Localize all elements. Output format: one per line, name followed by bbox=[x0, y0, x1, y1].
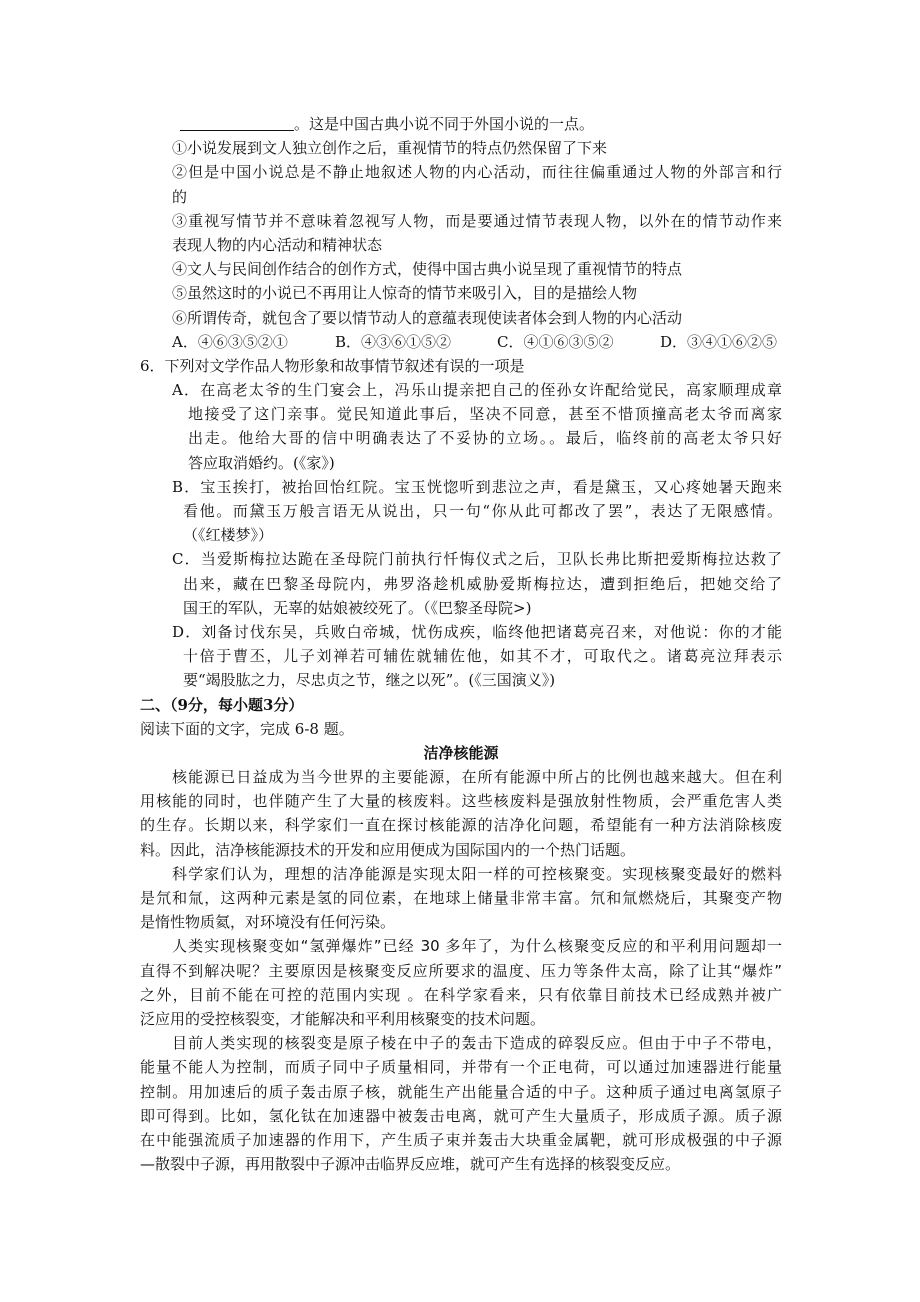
paragraph-line: 直得不到解决呢？主要原因是核聚变反应所要求的温度、压力等条件太高，除了让其“爆炸” bbox=[140, 961, 782, 980]
paragraph-line: 即可得到。比如，氢化钛在加速器中被轰击电离，就可产生大量质子，形成质子源。质子源 bbox=[140, 1106, 782, 1125]
q6-option-c-cont: 出来，藏在巴黎圣母院内，弗罗洛趁机威胁爱斯梅拉达，遭到拒绝后，把她交给了 bbox=[183, 574, 782, 593]
q6-option-a-cont: 地接受了这门亲事。觉民知道此事后，坚决不同意，甚至不惜顶撞高老太爷而离家 bbox=[188, 405, 782, 424]
q5-option-a: A．④⑥③⑤②① bbox=[172, 332, 288, 351]
paragraph-line: 人类实现核聚变如“氢弹爆炸”已经 30 多年了，为什么核聚变反应的和平利用问题却一 bbox=[172, 937, 782, 956]
q6-option-b-cont: （《红楼梦》） bbox=[183, 526, 274, 545]
article-paragraph bbox=[140, 1031, 782, 1176]
paragraph-line: 之外，目前不能在可控的范围内实现 。在科学家看来，只有依靠目前技术已经成熟并被广 bbox=[140, 985, 782, 1004]
q5-blank-line bbox=[140, 112, 782, 136]
q5-item-cont: 表现人物的内心活动和精神状态 bbox=[172, 235, 383, 254]
paragraph-line: 的生存。长期以来，科学家们一直在探讨核能源的洁净化问题，希望能有一种方法消除核废 bbox=[140, 816, 782, 835]
paragraph-line: 目前人类实现的核裂变是原子棱在中子的轰击下造成的碎裂反应。但由于中子不带电， bbox=[172, 1034, 782, 1053]
section-instruction: 阅读下面的文字，完成 6-8 题。 bbox=[140, 719, 354, 738]
q5-item: ⑤虽然这时的小说已不再用让人惊奇的情节来吸引入，目的是描绘人物 bbox=[172, 284, 638, 303]
q5-option-c: C．④①⑥③⑤② bbox=[497, 332, 614, 351]
q6-stem: 6．下列对文学作品人物形象和故事情节叙述有误的一项是 bbox=[140, 356, 525, 375]
paragraph-line: 在中能强流质子加速器的作用下，产生质子束并轰击大块重金属靶，就可形成极强的中子源 bbox=[140, 1130, 782, 1149]
paragraph-line: 控制。用加速后的质子轰击原子核，就能生产出能量合适的中子。这种质子通过电离氢原子 bbox=[140, 1082, 782, 1101]
q5-item: ④文人与民间创作结合的创作方式，使得中国古典小说呈现了重视情节的特点 bbox=[172, 260, 683, 279]
q5-item: ③重视写情节并不意味着忽视写人物，而是要通过情节表现人物，以外在的情节动作来 bbox=[172, 211, 782, 230]
paragraph-line: 料。因此，洁净核能源技术的开发和应用便成为国际国内的一个热门话题。 bbox=[140, 840, 636, 859]
paragraph-line: 用核能的同时，也伴随产生了大量的核废料。这些核废料是强放射性物质，会严重危害人类 bbox=[140, 792, 782, 811]
q5-item: ①小说发展到文人独立创作之后，重视情节的特点仍然保留了下来 bbox=[172, 139, 608, 158]
q5-option-b: B．④③⑥①⑤② bbox=[335, 332, 452, 351]
paragraph-line: 是惰性物质氦，对环境没有任何污染。 bbox=[140, 913, 396, 932]
q5-item-cont: 的 bbox=[172, 187, 188, 206]
q6-option-d-cont: 十倍于曹丕，儿子刘禅若可辅佐就辅佐他，如其不才，可取代之。诸葛亮泣拜表示 bbox=[183, 647, 782, 666]
paragraph-line: 是氘和氚，这两种元素是氢的同位素，在地球上储量非常丰富。氘和氚燃烧后，其聚变产物 bbox=[140, 889, 782, 907]
q5-blank-suffix: 。这是中国古典小说不同于外国小说的一点。 bbox=[294, 115, 595, 133]
q6-option-a: A．在高老太爷的生门宴会上，冯乐山提亲把自己的侄孙女许配给觉民，高家顺理成章 bbox=[172, 381, 782, 400]
paragraph-line: —散裂中子源，再用散裂中子源冲击临界反应堆，就可产生有选择的核裂变反应。 bbox=[140, 1155, 681, 1174]
q6-option-a-cont: 出走。他给大哥的信中明确表达了不妥协的立场。。最后，临终前的高老太爷只好 bbox=[188, 429, 782, 448]
article-title: 洁净核能源 bbox=[423, 743, 499, 762]
q6-option-c: C．当爱斯梅拉达跪在圣母院门前执行忏悔仪式之后，卫队长弗比斯把爱斯梅拉达救了 bbox=[172, 550, 782, 569]
q6-option-a-cont: 答应取消婚约。(《家》) bbox=[188, 453, 335, 472]
paragraph-line: 核能源已日益成为当今世界的主要能源，在所有能源中所占的比例也越来越大。但在利 bbox=[172, 768, 782, 787]
paragraph-line: 科学家们认为，理想的洁净能源是实现太阳一样的可控核聚变。实现核聚变最好的燃料 bbox=[172, 864, 782, 883]
q6-option-b: B．宝玉挨打，被抬回怡红院。宝玉恍惚听到悲泣之声，看是黛玉，又心疼她暑天跑来 bbox=[172, 477, 782, 496]
q5-option-d: D．③④①⑥②⑤ bbox=[660, 332, 778, 351]
section-heading: 二、（9分，每小题3分） bbox=[140, 695, 304, 714]
paragraph-line: 泛应用的受控核裂变，才能解决和平利用核聚变的技术问题。 bbox=[140, 1009, 546, 1028]
article-paragraph bbox=[140, 862, 782, 935]
document-page bbox=[140, 112, 782, 1176]
q6-option-c-cont: 国王的军队，无辜的姑娘被绞死了。（《巴黎圣母院>) bbox=[183, 598, 532, 617]
article-paragraph bbox=[140, 934, 782, 1031]
answer-blank bbox=[180, 115, 294, 131]
q6-option-d-cont: 要“竭股肱之力，尽忠贞之节，继之以死”。(《三国演义》) bbox=[183, 671, 556, 690]
article-paragraph bbox=[140, 765, 782, 862]
q5-item: ②但是中国小说总是不静止地叙述人物的内心活动，而往往偏重通过人物的外部言和行 bbox=[172, 163, 782, 182]
q6-option-d: D．刘备讨伐东吴，兵败白帝城，忧伤成疾，临终他把诸葛亮召来，对他说：你的才能 bbox=[172, 622, 782, 641]
q6-option-b-cont: 看他。而黛玉万般言语无从说出，只一句“你从此可都改了罢”，表达了无限感情。 bbox=[183, 502, 782, 520]
paragraph-line: 能量不能人为控制，而质子同中子质量相同，并带有一个正电荷，可以通过加速器进行能量 bbox=[140, 1058, 782, 1077]
q5-options bbox=[172, 330, 782, 354]
q5-item: ⑥所谓传奇，就包含了要以情节动人的意蕴表现使读者体会到人物的内心活动 bbox=[172, 308, 683, 327]
